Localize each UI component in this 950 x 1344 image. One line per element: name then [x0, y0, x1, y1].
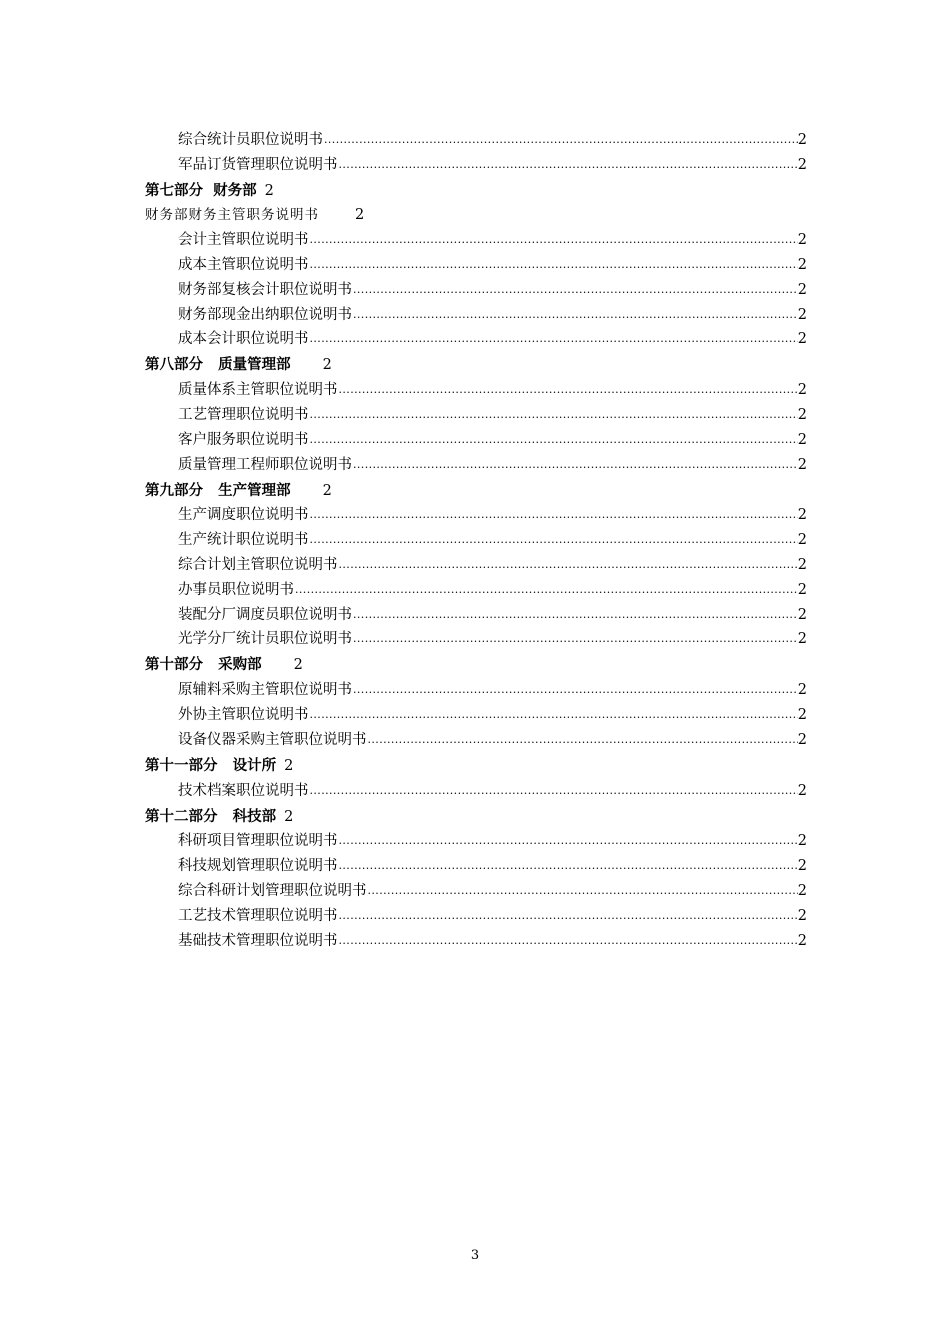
toc-entry[interactable]	[145, 500, 807, 525]
toc-entry-label: 装配分厂调度员职位说明书	[178, 606, 352, 623]
toc-entry-label: 成本会计职位说明书	[178, 331, 309, 348]
toc-entry-page: 2	[797, 156, 807, 173]
toc-entry-page: 2	[797, 581, 807, 598]
toc-entry-page: 2	[797, 682, 807, 699]
dot-leader	[352, 456, 798, 474]
toc-entry[interactable]	[145, 624, 807, 649]
toc-entry-page: 2	[797, 532, 807, 549]
toc-entry-page: 2	[797, 731, 807, 748]
toc-entry-page: 2	[797, 456, 807, 473]
toc-entry[interactable]	[145, 424, 807, 449]
section-page: 2	[284, 757, 294, 774]
toc-entry-page: 2	[797, 556, 807, 573]
toc-entry[interactable]	[145, 524, 807, 549]
toc-section-heading[interactable]	[145, 474, 807, 500]
section-page: 2	[264, 182, 274, 199]
toc-entry-page: 2	[797, 431, 807, 448]
dot-leader	[352, 281, 798, 299]
toc-entry[interactable]	[145, 900, 807, 925]
dot-leader	[294, 581, 798, 599]
toc-entry-label: 质量管理工程师职位说明书	[178, 456, 352, 473]
toc-section-heading[interactable]	[145, 348, 807, 374]
subheading-page: 2	[355, 207, 365, 224]
toc-entry-label: 客户服务职位说明书	[178, 431, 309, 448]
toc-entry-label: 财务部复核会计职位说明书	[178, 281, 352, 298]
toc-entry-label: 财务部现金出纳职位说明书	[178, 306, 352, 323]
table-of-contents	[145, 124, 807, 950]
dot-leader	[338, 907, 798, 925]
toc-entry[interactable]	[145, 875, 807, 900]
toc-entry-page: 2	[797, 833, 807, 850]
toc-entry[interactable]	[145, 149, 807, 174]
toc-entry-label: 生产调度职位说明书	[178, 507, 309, 524]
toc-entry-page: 2	[797, 232, 807, 249]
toc-entry-label: 光学分厂统计员职位说明书	[178, 631, 352, 648]
dot-leader	[338, 857, 798, 875]
toc-section-heading[interactable]	[145, 749, 807, 775]
toc-entry-label: 成本主管职位说明书	[178, 256, 309, 273]
toc-entry-page: 2	[797, 782, 807, 799]
toc-entry[interactable]	[145, 449, 807, 474]
toc-entry-page: 2	[797, 331, 807, 348]
toc-entry-page: 2	[797, 382, 807, 399]
toc-entry[interactable]	[145, 274, 807, 299]
dot-leader	[352, 630, 798, 648]
toc-entry-page: 2	[797, 281, 807, 298]
dot-leader	[309, 431, 798, 449]
toc-entry[interactable]	[145, 249, 807, 274]
section-page: 2	[293, 657, 303, 674]
dot-leader	[367, 882, 798, 900]
toc-entry[interactable]	[145, 925, 807, 950]
toc-entry[interactable]	[145, 724, 807, 749]
toc-entry-page: 2	[797, 631, 807, 648]
dot-leader	[352, 606, 798, 624]
toc-entry-label: 科技规划管理职位说明书	[178, 858, 338, 875]
dot-leader	[309, 231, 798, 249]
toc-entry[interactable]	[145, 374, 807, 399]
subheading-label: 财务部财务主管职务说明书	[145, 207, 319, 224]
toc-entry-label: 质量体系主管职位说明书	[178, 382, 338, 399]
toc-entry-label: 原辅料采购主管职位说明书	[178, 682, 352, 699]
toc-entry-label: 办事员职位说明书	[178, 581, 294, 598]
section-page: 2	[284, 808, 294, 825]
toc-entry-label: 科研项目管理职位说明书	[178, 833, 338, 850]
toc-entry-label: 综合科研计划管理职位说明书	[178, 882, 367, 899]
dot-leader	[338, 832, 798, 850]
dot-leader	[309, 330, 798, 348]
toc-entry[interactable]	[145, 549, 807, 574]
toc-entry[interactable]	[145, 324, 807, 349]
toc-entry-label: 基础技术管理职位说明书	[178, 932, 338, 949]
toc-entry[interactable]	[145, 850, 807, 875]
toc-entry[interactable]	[145, 674, 807, 699]
toc-entry-label: 军品订货管理职位说明书	[178, 156, 338, 173]
toc-subheading[interactable]	[145, 200, 807, 225]
section-label: 第九部分 生产管理部	[145, 482, 291, 499]
dot-leader	[367, 731, 798, 749]
toc-entry[interactable]	[145, 699, 807, 724]
toc-entry[interactable]	[145, 124, 807, 149]
toc-entry-page: 2	[797, 706, 807, 723]
toc-entry-label: 工艺技术管理职位说明书	[178, 907, 338, 924]
dot-leader	[352, 681, 798, 699]
dot-leader	[309, 406, 798, 424]
dot-leader	[338, 556, 798, 574]
toc-section-heading[interactable]	[145, 648, 807, 674]
section-label: 第八部分 质量管理部	[145, 357, 291, 374]
dot-leader	[309, 256, 798, 274]
section-label: 第十一部分 设计所	[145, 757, 277, 774]
toc-entry-label: 设备仪器采购主管职位说明书	[178, 731, 367, 748]
dot-leader	[338, 156, 798, 174]
toc-entry-page: 2	[797, 406, 807, 423]
toc-entry-page: 2	[797, 507, 807, 524]
dot-leader	[323, 131, 798, 149]
dot-leader	[309, 782, 798, 800]
toc-entry-page: 2	[797, 306, 807, 323]
toc-entry-label: 综合统计员职位说明书	[178, 131, 323, 148]
toc-entry-page: 2	[797, 932, 807, 949]
toc-entry-page: 2	[797, 256, 807, 273]
toc-entry-page: 2	[797, 907, 807, 924]
toc-entry-page: 2	[797, 858, 807, 875]
toc-section-heading[interactable]	[145, 800, 807, 826]
toc-entry-label: 外协主管职位说明书	[178, 706, 309, 723]
toc-entry-page: 2	[797, 131, 807, 148]
toc-entry[interactable]	[145, 599, 807, 624]
section-label: 第十二部分 科技部	[145, 808, 277, 825]
dot-leader	[309, 531, 798, 549]
toc-entry[interactable]	[145, 399, 807, 424]
section-page: 2	[322, 357, 332, 374]
toc-entry-label: 工艺管理职位说明书	[178, 406, 309, 423]
dot-leader	[338, 932, 798, 950]
toc-entry-label: 生产统计职位说明书	[178, 532, 309, 549]
toc-entry-page: 2	[797, 606, 807, 623]
page-number: 3	[470, 1248, 480, 1263]
toc-entry-page: 2	[797, 882, 807, 899]
toc-entry-label: 综合计划主管职位说明书	[178, 556, 338, 573]
toc-section-heading[interactable]	[145, 174, 807, 200]
section-label: 第十部分 采购部	[145, 657, 262, 674]
toc-entry-label: 会计主管职位说明书	[178, 232, 309, 249]
toc-entry[interactable]	[145, 775, 807, 800]
dot-leader	[338, 381, 798, 399]
dot-leader	[352, 306, 798, 324]
dot-leader	[309, 506, 798, 524]
toc-entry[interactable]	[145, 299, 807, 324]
toc-entry[interactable]	[145, 574, 807, 599]
toc-entry[interactable]	[145, 224, 807, 249]
toc-entry-label: 技术档案职位说明书	[178, 782, 309, 799]
section-label: 第七部分 财务部	[145, 182, 257, 199]
section-page: 2	[322, 482, 332, 499]
toc-entry[interactable]	[145, 826, 807, 851]
dot-leader	[309, 706, 798, 724]
